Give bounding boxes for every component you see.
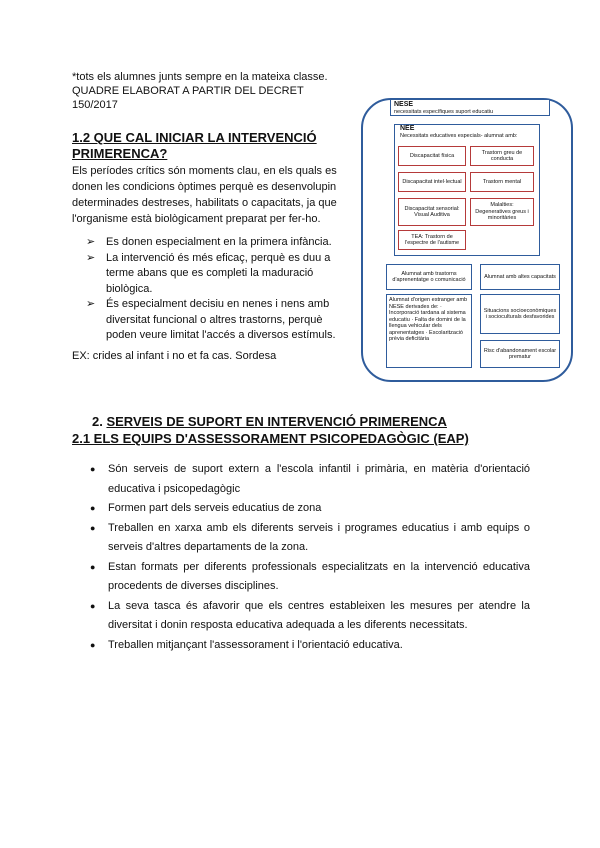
section-2-number: 2. [92,414,103,429]
list-item: ● Formen part dels serveis educatius de zona [90,499,530,519]
bullet-dot-icon: ● [90,522,96,533]
section-1-2-heading [72,130,342,162]
nee-title: NEE [400,125,415,132]
arrow-bullet-icon: ➢ [86,251,96,264]
list-item: ● Són serveis de suport extern a l'escola infantil i primària, en matèria d'orientació educativa i psicopedagògic [90,460,530,499]
list-item: ➢ És especialment decisiu en nenes i nens amb diversitat funcional o altres trastorns, perquè poden veure limitat l'accés a diversos estímuls. [86,298,336,341]
nese-header-box [390,99,550,116]
nee-subtitle: Necessitats educatives especials- alumnat amb: [400,132,518,139]
section-2-1-heading: 2.1 ELS EQUIPS D'ASSESSORAMENT PSICOPEDAGÒGIC (EAP) [72,431,469,446]
bullet-dot-icon: ● [90,600,96,611]
diagram-box-physical-disability: Discapacitat física [398,146,466,166]
diagram-box-learning-disorders: Alumnat amb trastorns d'aprenentatge o comunicació [386,264,472,290]
intro-note [72,70,342,112]
diagram-box-illnesses: Malalties: Degeneratives greus i minoritàries [470,198,534,226]
diagram-box-high-capacities: Alumnat amb altes capacitats [480,264,560,290]
section-1-2-title-line-2: PRIMERENCA? [72,146,168,161]
bullet-dot-icon: ● [90,464,96,474]
diagram-box-socioeconomic: Situacions socioeconòmiques i socioculturals desfavorides [480,294,560,334]
arrow-bullet-icon: ➢ [86,236,96,248]
diagram-box-mental-disorder: Trastorn mental [470,172,534,192]
arrow-bullet-icon: ➢ [86,298,96,310]
diagram-box-foreign-origin: Alumnat d'origen estranger amb NESE derivades de: · Incorporació tardana al sistema educatiu · Falta de domini de la llengua vehicular dels aprenentatges · Escolarització prèvia deficitària [386,294,472,368]
intro-line-2: QUADRE ELABORAT A PARTIR DEL DECRET [72,85,304,97]
list-item: ● Treballen en xarxa amb els diferents serveis i programes educatius i amb equips o serveis d'altres departaments de la zona. [90,519,530,558]
list-item: ● La seva tasca és afavorir que els centres estableixen les mesures per atendre la diversitat i donin resposta educativa adequada a les diferents necessitats. [90,597,530,636]
list-item: ● Estan formats per diferents professionals especialitzats en la intervenció educativa procedents de diverses disciplines. [90,558,530,597]
section-1-2-bullet-list [86,235,348,344]
list-item: ➢ La intervenció és més eficaç, perquè es duu a terme abans que es completi la maduració biològica. [86,251,331,295]
section-1-2-paragraph: Els períodes crítics són moments clau, en els quals es donen les condicions òptimes perquè es desenvolupin determinades destreses, habilitats o capacitats, ja que l'organisme està biològicament preparat per fer-ho. [72,165,337,225]
bullet-dot-icon: ● [90,639,96,650]
diagram-box-conduct-disorder: Trastorn greu de conducta [470,146,534,166]
diagram-box-school-dropout-risk: Risc d'abandonament escolar prematur [480,340,560,368]
nese-subtitle: necessitats específiques suport educatiu [394,109,494,115]
bullet-dot-icon: ● [90,561,96,572]
bullet-dot-icon: ● [90,503,96,513]
example-note: EX: crides al infant i no et fa cas. Sordesa [72,350,277,362]
section-2-1-bullet-list [90,460,530,655]
diagram-box-tea: TEA: Trastorn de l'espectre de l'autisme [398,230,466,250]
section-2-title: SERVEIS DE SUPORT EN INTERVENCIÓ PRIMERENCA [106,414,447,429]
list-item: ➢ Es donen especialment en la primera infància. [86,235,348,251]
intro-line-1: *tots els alumnes junts sempre en la mateixa classe. [72,71,328,83]
diagram-box-sensory-disability: Discapacitat sensorial: Visual Auditiva [398,198,466,226]
diagram-box-intellectual-disability: Discapacitat intel·lectual [398,172,466,192]
section-1-2-title-line-1: 1.2 QUE CAL INICIAR LA INTERVENCIÓ [72,130,317,145]
nese-title: NESE [394,101,414,108]
section-2-heading [92,414,447,430]
intro-line-3: 150/2017 [72,99,118,111]
list-item: ● Treballen mitjançant l'assessorament i l'orientació educativa. [90,636,530,656]
nee-header [400,126,538,139]
